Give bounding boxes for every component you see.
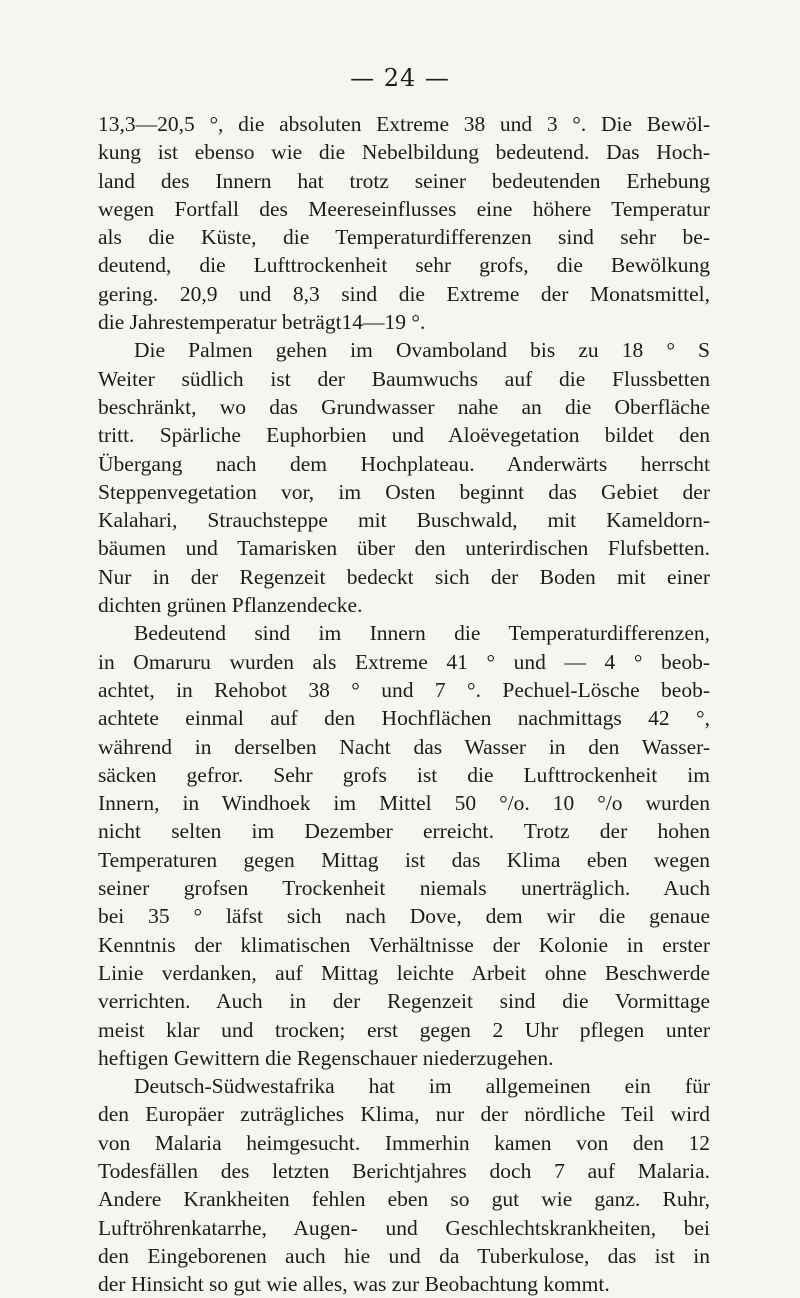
text-line: kung ist ebenso wie die Nebelbildung bedeutend. Das Hoch- [98,140,710,165]
text-line: 13,3—20,5 °, die absoluten Extreme 38 und 3 °. Die Bewöl- [98,112,710,136]
text-line: Weiter südlich ist der Baumwuchs auf die Flussbetten [98,366,710,391]
text-line: Kalahari, Strauchsteppe mit Buschwald, mit Kameldorn- [98,508,710,533]
text-line: achtete einmal auf den Hochflächen nachmittags 42 °, [98,706,710,731]
text-line: wegen Fortfall des Meereseinflusses eine höhere Temperatur [98,196,710,221]
text-line: deutend, die Lufttrockenheit sehr grofs, die Bewölkung [98,253,710,278]
text-line: Andere Krankheiten fehlen eben so gut wie ganz. Ruhr, [98,1187,710,1212]
paragraph [98,1072,710,1298]
text-line: achtet, in Rehobot 38 ° und 7 °. Pechuel-Lösche beob- [98,677,710,702]
text-line: seiner grofsen Trockenheit niemals unerträglich. Auch [98,876,710,901]
text-line: Kenntnis der klimatischen Verhältnisse der Kolonie in erster [98,932,710,957]
text-line: meist klar und trocken; erst gegen 2 Uhr pflegen unter [98,1017,710,1042]
text-line: Temperaturen gegen Mittag ist das Klima eben wegen [98,847,710,872]
text-line: säcken gefror. Sehr grofs ist die Lufttrockenheit im [98,762,710,787]
text-line: Deutsch-Südwestafrika hat im allgemeinen ein für [134,1074,710,1099]
text-line: die Jahrestemperatur beträgt14—19 °. [98,310,426,335]
text-line: bei 35 ° läfst sich nach Dove, dem wir die genaue [98,904,710,929]
body-text [98,110,710,1298]
text-line: heftigen Gewittern die Regenschauer niederzugehen. [98,1045,554,1070]
text-line: Linie verdanken, auf Mittag leichte Arbeit ohne Beschwerde [98,960,710,985]
paragraph [98,619,710,1072]
text-line: der Hinsicht so gut wie alles, was zur Beobachtung kommt. [98,1272,610,1297]
text-line: in Omaruru wurden als Extreme 41 ° und — 4 ° beob- [98,649,710,674]
text-line: Todesfällen des letzten Berichtjahres doch 7 auf Malaria. [98,1158,710,1183]
text-line: nicht selten im Dezember erreicht. Trotz der hohen [98,819,710,844]
text-line: den Europäer zuträgliches Klima, nur der nördliche Teil wird [98,1102,710,1127]
page-number: — 24 — [350,64,450,92]
text-line: von Malaria heimgesucht. Immerhin kamen von den 12 [98,1130,710,1155]
text-line: gering. 20,9 und 8,3 sind die Extreme der Monatsmittel, [98,281,710,306]
paragraph [98,336,710,619]
text-line: dichten grünen Pflanzendecke. [98,593,363,618]
text-line: Steppenvegetation vor, im Osten beginnt das Gebiet der [98,479,710,504]
text-line: tritt. Spärliche Euphorbien und Aloëvegetation bildet den [98,423,710,448]
text-line: bäumen und Tamarisken über den unterirdischen Flufsbetten. [98,536,710,561]
text-line: Die Palmen gehen im Ovamboland bis zu 18 ° S [134,338,710,363]
text-line: Luftröhrenkatarrhe, Augen- und Geschlechtskrankheiten, bei [98,1215,710,1240]
text-line: verrichten. Auch in der Regenzeit sind die Vormittage [98,989,710,1014]
text-line: den Eingeborenen auch hie und da Tuberkulose, das ist in [98,1243,710,1268]
text-line: während in derselben Nacht das Wasser in den Wasser- [98,734,710,759]
text-line: Bedeutend sind im Innern die Temperaturdifferenzen, [134,621,710,646]
text-line: Nur in der Regenzeit bedeckt sich der Boden mit einer [98,564,710,589]
text-line: beschränkt, wo das Grundwasser nahe an die Oberfläche [98,394,710,419]
text-line: Übergang nach dem Hochplateau. Anderwärts herrscht [98,451,710,476]
paragraph [98,110,710,336]
text-line: land des Innern hat trotz seiner bedeutenden Erhebung [98,168,710,193]
text-line: Innern, in Windhoek im Mittel 50 °/o. 10 °/o wurden [98,791,710,816]
text-line: als die Küste, die Temperaturdifferenzen sind sehr be- [98,225,710,250]
